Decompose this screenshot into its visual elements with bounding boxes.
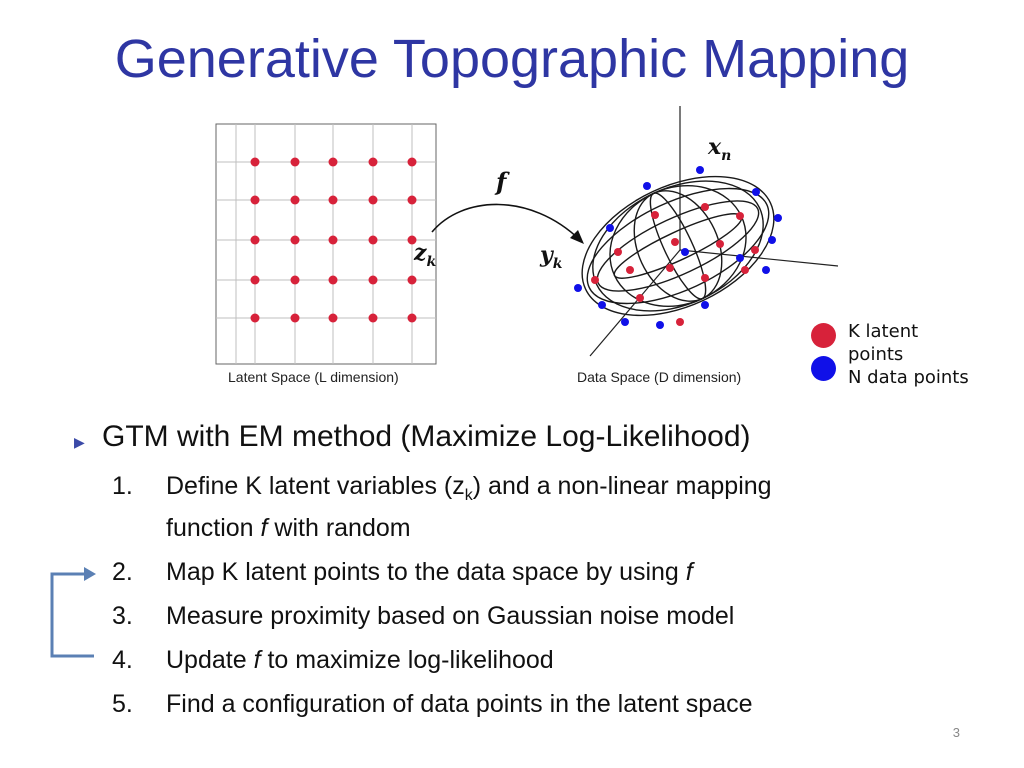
step-5 — [112, 688, 972, 720]
legend-line-2: points — [848, 344, 904, 365]
mapped-latent-point — [666, 264, 674, 272]
step-text: Find a configuration of data points in the latent space — [166, 690, 753, 718]
data-point — [681, 248, 689, 256]
step-text: Update f to maximize log-likelihood — [166, 646, 554, 674]
data-point — [774, 214, 782, 222]
mapped-latent-point — [716, 240, 724, 248]
latent-point — [369, 314, 378, 323]
data-point — [701, 301, 709, 309]
mapped-latent-point — [701, 203, 709, 211]
latent-space-caption: Latent Space (L dimension) — [228, 369, 399, 385]
mapped-latent-point — [751, 246, 759, 254]
latent-point — [408, 276, 417, 285]
mapped-latent-point — [651, 211, 659, 219]
latent-point — [291, 236, 300, 245]
mapped-latent-point — [626, 266, 634, 274]
data-point — [768, 236, 776, 244]
latent-point — [369, 196, 378, 205]
mapped-latent-point — [671, 238, 679, 246]
page-number: 3 — [952, 725, 960, 740]
data-point — [643, 182, 651, 190]
data-space-caption: Data Space (D dimension) — [577, 369, 742, 385]
mapped-latent-point — [741, 266, 749, 274]
latent-point — [251, 314, 260, 323]
data-point — [606, 224, 614, 232]
latent-point — [251, 196, 260, 205]
mapped-latent-point — [614, 248, 622, 256]
latent-point — [291, 276, 300, 285]
data-point — [598, 301, 606, 309]
mapped-latent-point — [676, 318, 684, 326]
latent-point — [329, 196, 338, 205]
data-point — [696, 166, 704, 174]
bullet-triangle-icon: ▶ — [74, 434, 85, 450]
mapping-arrow — [432, 204, 580, 240]
mapped-latent-point — [636, 294, 644, 302]
mapped-latent-point — [591, 276, 599, 284]
latent-point — [251, 158, 260, 167]
latent-point — [408, 158, 417, 167]
step-text: Map K latent points to the data space by using f — [166, 558, 693, 586]
data-point-legend-swatch — [811, 356, 836, 381]
steps-list — [112, 470, 972, 732]
legend — [808, 320, 998, 412]
manifold-surface — [560, 149, 796, 344]
data-point — [736, 254, 744, 262]
latent-point — [369, 158, 378, 167]
loop-arrow — [40, 558, 110, 668]
latent-point — [291, 158, 300, 167]
mapped-point-label: $y_k$ — [540, 242, 563, 272]
latent-point — [329, 314, 338, 323]
step-3 — [112, 600, 972, 632]
main-bullet-text: GTM with EM method (Maximize Log-Likelihood) — [102, 420, 751, 453]
latent-point — [329, 158, 338, 167]
slide-title: Generative Topographic Mapping — [114, 29, 910, 89]
data-point — [656, 321, 664, 329]
data-point — [621, 318, 629, 326]
step-1 — [112, 470, 972, 544]
step-number: 3. — [112, 602, 133, 630]
data-point-label: $x_n$ — [708, 134, 732, 164]
step-4 — [112, 644, 972, 676]
latent-point — [329, 276, 338, 285]
latent-grid — [216, 124, 436, 364]
latent-point — [369, 276, 378, 285]
step-number: 2. — [112, 558, 133, 586]
latent-point-legend-swatch — [811, 323, 836, 348]
step-number: 1. — [112, 472, 133, 500]
gtm-figure — [200, 100, 840, 400]
latent-point — [408, 314, 417, 323]
latent-point — [251, 236, 260, 245]
latent-point-label: $z_k$ — [414, 240, 437, 270]
latent-point — [251, 276, 260, 285]
latent-point — [291, 196, 300, 205]
latent-point — [329, 236, 338, 245]
legend-text — [848, 320, 969, 389]
step-number: 4. — [112, 646, 133, 674]
mapping-function-label: f — [496, 167, 507, 196]
latent-point — [369, 236, 378, 245]
step-2 — [112, 556, 972, 588]
step-text: Measure proximity based on Gaussian noise model — [166, 602, 735, 630]
mapped-latent-point — [701, 274, 709, 282]
data-point — [752, 188, 760, 196]
step-number: 5. — [112, 690, 133, 718]
latent-point — [408, 196, 417, 205]
data-point — [762, 266, 770, 274]
legend-line-1: K latent — [848, 321, 919, 342]
step-text: Define K latent variables $(z_k)$ and a non-linear mapping function f with random — [166, 472, 772, 542]
data-point — [574, 284, 582, 292]
mapped-latent-point — [736, 212, 744, 220]
latent-point — [291, 314, 300, 323]
legend-line-3: N data points — [848, 367, 969, 388]
